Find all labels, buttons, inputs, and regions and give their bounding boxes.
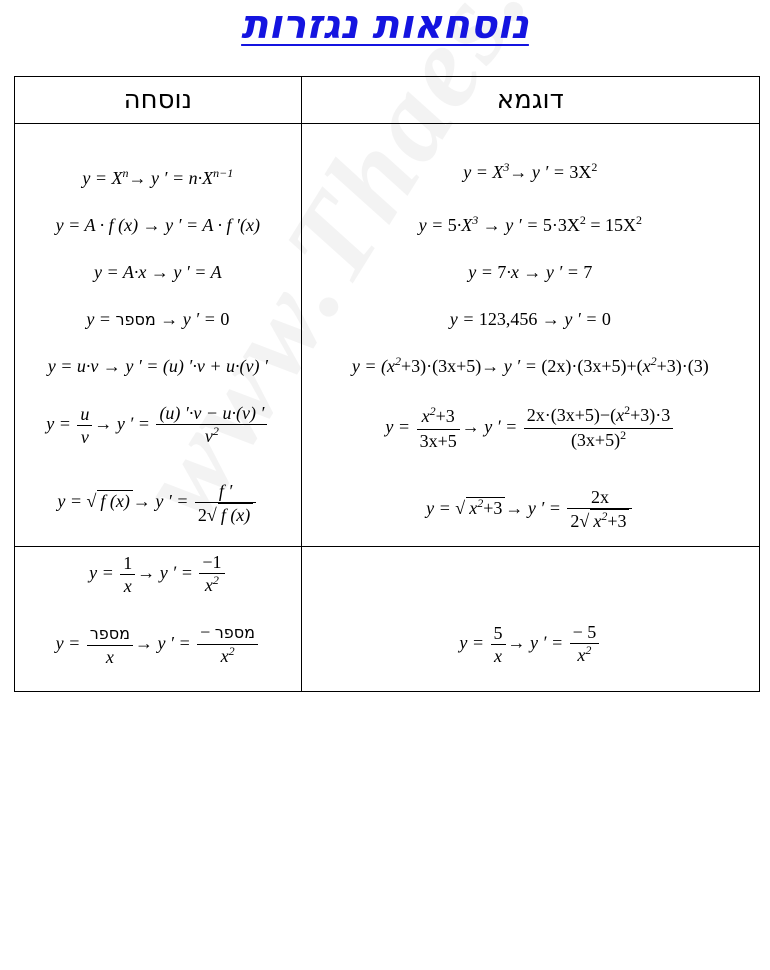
hebrew-number-label: מספר bbox=[115, 310, 156, 329]
page-title bbox=[0, 2, 770, 48]
formula-cell bbox=[15, 124, 302, 547]
formula-product: y = u·v → y ′ = (u) ′·v + u·(v) ′ bbox=[47, 356, 268, 376]
example-quotient: y = $\frac{x^2+3}{3x+5}$ → y ′ = $\frac{2x\cdot(3x+5)-(x^2+3)\cdot 3}{(3x+5)^2}$ bbox=[302, 404, 759, 453]
example-constant-multiple: $y = 5\cdot X^3 \to y$ ′ = $5\cdot 3X^2 = 15X^2$ bbox=[418, 213, 642, 235]
derivatives-table bbox=[14, 76, 760, 692]
table-row-main bbox=[15, 124, 760, 547]
header-formula: נוסחה bbox=[15, 77, 302, 124]
formula-constant: y = מספר → y ′ = 0 bbox=[86, 309, 230, 329]
formula-reciprocal: y = $\frac{1}{x}$ → y ′ = $\frac{-1}{x^2}$ bbox=[15, 551, 301, 598]
example-power: $y = X^3\to y$ ′ = $3X^2$ bbox=[463, 160, 598, 182]
formula-cell-reciprocal bbox=[15, 547, 302, 692]
example-linear: y = 7·x → y ′ = 7 bbox=[468, 262, 593, 282]
formula-linear: y = A·x → y ′ = A bbox=[94, 262, 222, 282]
table-row-reciprocal bbox=[15, 547, 760, 692]
example-number-over-x: y = $\frac{5}{x}$ → y ′ = $\frac{- 5}{x^2}$ bbox=[302, 621, 759, 668]
formula-constant-multiple: y = A · f (x) → y ′ = A · f ′(x) bbox=[55, 215, 260, 235]
page-title-text: נוסחאות נגזרות bbox=[241, 2, 529, 48]
formula-quotient: y = $\frac{u}{v}$ → y ′ = $\frac{(u) '\cdot v - u\cdot(v) '}{v^2}$ bbox=[15, 402, 301, 449]
example-constant: y = 123,456 → y ′ = 0 bbox=[449, 309, 611, 329]
header-example: דוגמא bbox=[301, 77, 759, 124]
formula-power: $y = X^n\to y$ ′ = $n\cdot X^{n-1}$ bbox=[82, 166, 234, 188]
table-header-row bbox=[15, 77, 760, 124]
example-cell bbox=[301, 124, 759, 547]
example-sqrt: y = √ $x^2+3 \to y$ ′ = $\frac{2x}{2√ x^2+3}$ bbox=[302, 486, 759, 534]
formula-number-over-x: y = $\frac{\text{מספר}}{x}$ → y ′ = $\frac{\text{− מספר}}{x^2}$ bbox=[15, 621, 301, 669]
example-product: $y = (x^2+3)\cdot(3x+5)\to y$ ′ = $(2x)\cdot(3x+5)+(x^2+3)\cdot(3)$ bbox=[351, 354, 709, 376]
formula-sqrt: y = √ f (x) → y ′ = $\frac{f '}{2√ f (x)}$ bbox=[15, 480, 301, 526]
example-cell-reciprocal bbox=[301, 547, 759, 692]
